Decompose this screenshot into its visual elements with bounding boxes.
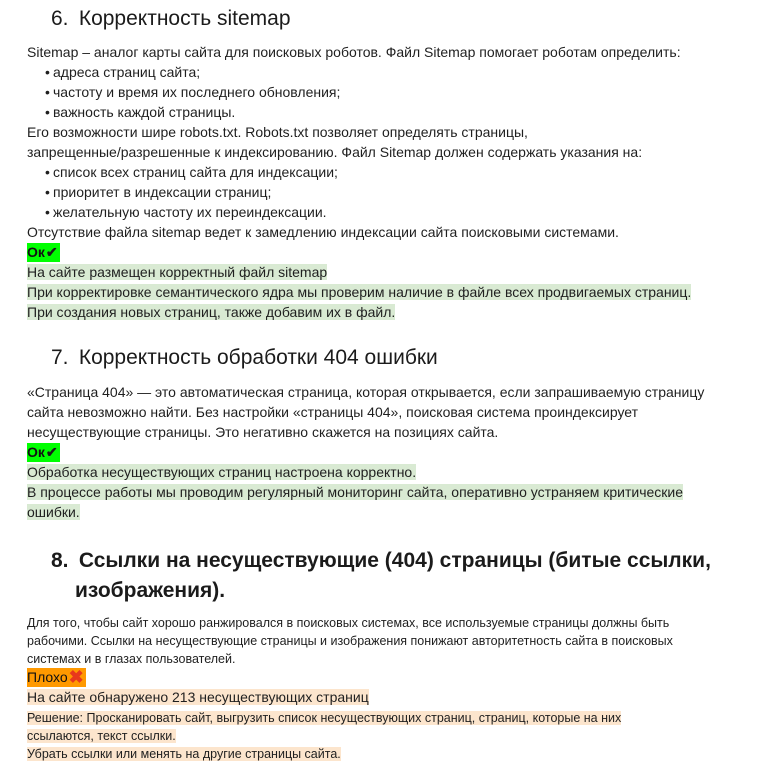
paragraph-line: Sitemap – аналог карты сайта для поисковых роботов. Файл Sitemap помогает роботам определить: (27, 44, 681, 60)
section-number: 6. (51, 7, 69, 30)
list-item-text: список всех страниц сайта для индексации; (53, 164, 338, 180)
highlighted-text: На сайте обнаружено 213 несуществующих страниц (27, 689, 369, 705)
result-line (27, 745, 341, 763)
paragraph-line: Его возможности шире robots.txt. Robots.txt позволяет определять страницы, (27, 124, 528, 140)
paragraph-line: Для того, чтобы сайт хорошо ранжировался в поисковых системах, все используемые страницы должны быть (27, 616, 670, 630)
status-badge-bad (27, 668, 86, 687)
highlighted-text: ошибки. (27, 504, 80, 520)
heading-row (51, 546, 711, 576)
status-badge-ok (27, 443, 60, 462)
status-label: Ок (27, 244, 45, 260)
result-line (27, 727, 176, 745)
section-6-heading (51, 5, 291, 33)
list-item-text: частоту и время их последнего обновления; (53, 84, 341, 100)
highlighted-text: При корректировке семантического ядра мы проверим наличие в файле всех продвигаемых страниц. (27, 284, 692, 300)
section-number: 7. (51, 346, 69, 369)
result-line (27, 262, 327, 282)
paragraph-line: рабочими. Ссылки на несуществующие страницы и изображения понижают авторитетность сайта в поисковых (27, 634, 673, 648)
paragraph-line: запрещенные/разрешенные к индексированию. Файл Sitemap должен содержать указания на: (27, 144, 643, 160)
list-item-text: приоритет в индексации страниц; (53, 184, 272, 200)
cross-icon: ✖ (68, 667, 84, 687)
result-line (27, 302, 395, 322)
list-item: • приоритет в индексации страниц; (45, 184, 272, 200)
check-icon: ✔ (45, 244, 58, 260)
highlighted-text: ссылаются, текст ссылки. (27, 729, 176, 743)
section-title: Ссылки на несуществующие (404) страницы (битые ссылки, (78, 549, 711, 572)
section-title: Корректность обработки 404 ошибки (78, 346, 438, 369)
highlighted-text: При создания новых страниц, также добавим их в файл. (27, 304, 396, 320)
paragraph-line: несуществующие страницы. Это негативно скажется на позициях сайта. (27, 424, 499, 440)
highlighted-text: В процессе работы мы проводим регулярный мониторинг сайта, оперативно устраняем критические (27, 484, 684, 500)
paragraph-line: «Страница 404» — это автоматическая страница, которая открывается, если запрашиваемую страницу (27, 384, 705, 400)
highlighted-text: Обработка несуществующих страниц настроена корректно. (27, 464, 417, 480)
list-item: • список всех страниц сайта для индексации; (45, 164, 338, 180)
highlighted-text: Убрать ссылки или менять на другие страницы сайта. (27, 747, 341, 761)
paragraph-line: сайта невозможно найти. Без настройки «страницы 404», поисковая система проиндексирует (27, 404, 639, 420)
status-badge-ok (27, 243, 60, 262)
status-label: Ок (27, 444, 45, 460)
list-item: • желательную частоту их переиндексации. (45, 204, 327, 220)
check-icon: ✔ (45, 444, 58, 460)
result-line (27, 687, 369, 707)
result-line (27, 502, 80, 522)
section-title-continued: изображения). (75, 579, 226, 602)
section-title: Корректность sitemap (78, 7, 291, 30)
highlighted-text: Решение: Просканировать сайт, выгрузить список несуществующих страниц, страниц, которые на них (27, 711, 622, 725)
result-line (27, 462, 416, 482)
section-8-heading (51, 546, 711, 606)
status-label: Плохо (27, 669, 68, 685)
result-line (27, 282, 691, 302)
result-line (27, 482, 683, 502)
list-item-text: желательную частоту их переиндексации. (53, 204, 327, 220)
list-item: • частоту и время их последнего обновления; (45, 84, 341, 100)
paragraph-line: Отсутствие файла sitemap ведет к замедлению индексации сайта поисковыми системами. (27, 224, 619, 240)
list-item-text: адреса страниц сайта; (53, 64, 201, 80)
result-line (27, 709, 621, 727)
paragraph-line: системах и в глазах пользователей. (27, 652, 236, 666)
section-number: 8. (51, 549, 69, 572)
list-item: • важность каждой страницы. (45, 104, 236, 120)
list-item: • адреса страниц сайта; (45, 64, 201, 80)
highlighted-text: На сайте размещен корректный файл sitemap (27, 264, 328, 280)
list-item-text: важность каждой страницы. (53, 104, 236, 120)
section-7-heading (51, 344, 438, 372)
